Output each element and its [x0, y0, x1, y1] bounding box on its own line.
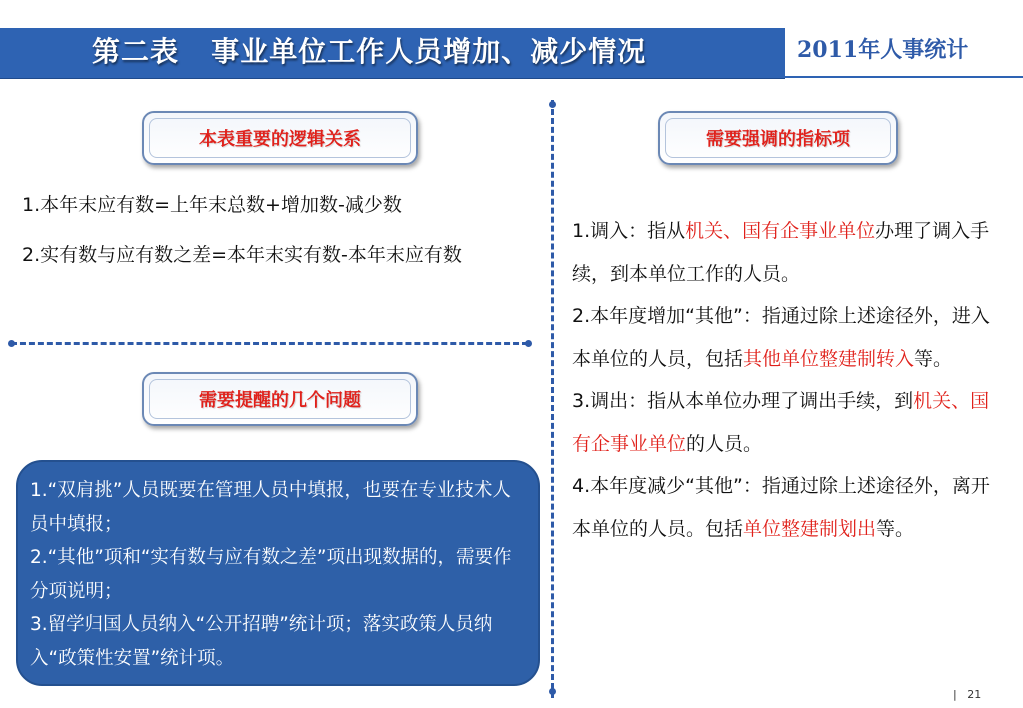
- header-year-label: 2011年人事统计: [797, 37, 969, 63]
- indicator-highlight: 其他单位整建制转入: [743, 347, 915, 370]
- indicator-highlight: 机关、国有企事业单位: [572, 390, 990, 455]
- key-indicators-pill: [658, 111, 898, 165]
- indicator-text: 1.调入：指从: [572, 220, 686, 242]
- indicator-item-4: [572, 465, 1004, 550]
- divider-dot-left: [8, 340, 15, 347]
- indicator-highlight: 机关、国有企事业单位: [685, 220, 876, 242]
- horizontal-divider: [11, 342, 528, 345]
- header-underline: [0, 76, 1023, 78]
- reminder-item-1: 1.“双肩挑”人员既要在管理人员中填报，也要在专业技术人员中填报；: [30, 480, 511, 535]
- reminders-pill: [142, 372, 418, 426]
- indicator-text: 3.调出：指从本单位办理了调出手续，到: [572, 390, 914, 412]
- page-title: 第二表 事业单位工作人员增加、减少情况: [92, 35, 647, 68]
- indicator-text: 办理了调入手续，到本单位工作的人员。: [572, 220, 990, 285]
- indicator-text: 等。: [914, 347, 953, 370]
- indicator-text: 等。: [876, 517, 915, 540]
- page-number: [953, 688, 981, 701]
- divider-dot-bottom: [549, 688, 556, 695]
- reminders-list: [30, 474, 522, 675]
- pill-label: 需要提醒的几个问题: [199, 390, 361, 411]
- divider-dot-right: [525, 340, 532, 347]
- indicator-item-3: [572, 380, 1004, 465]
- logic-item-1: 1.本年末应有数=上年末总数+增加数-减少数: [22, 194, 402, 216]
- indicator-list: [572, 210, 1004, 550]
- indicator-text: 的人员。: [686, 432, 763, 455]
- pill-label: 需要强调的指标项: [706, 129, 850, 150]
- logic-relations-pill: [142, 111, 418, 165]
- divider-dot-top: [549, 101, 556, 108]
- indicator-text: 2.本年度增加“其他”：指通过除上述途径外，进入本单位的人员，包括: [572, 305, 990, 370]
- indicator-item-1: [572, 210, 1004, 295]
- vertical-divider: [551, 100, 554, 698]
- page-separator: |: [953, 688, 957, 701]
- pill-label: 本表重要的逻辑关系: [199, 129, 361, 150]
- page-number-value: 21: [967, 688, 982, 701]
- reminder-item-3: 3.留学归国人员纳入“公开招聘”统计项；落实政策人员纳入“政策性安置”统计项。: [30, 614, 493, 669]
- indicator-item-2: [572, 295, 1004, 380]
- logic-item-2: 2.实有数与应有数之差=本年末实有数-本年末应有数: [22, 244, 462, 266]
- reminder-item-2: 2.“其他”项和“实有数与应有数之差”项出现数据的，需要作分项说明；: [30, 547, 512, 602]
- indicator-text: 4.本年度减少“其他”：指通过除上述途径外，离开本单位的人员。包括: [572, 475, 990, 540]
- indicator-highlight: 单位整建制划出: [743, 517, 877, 540]
